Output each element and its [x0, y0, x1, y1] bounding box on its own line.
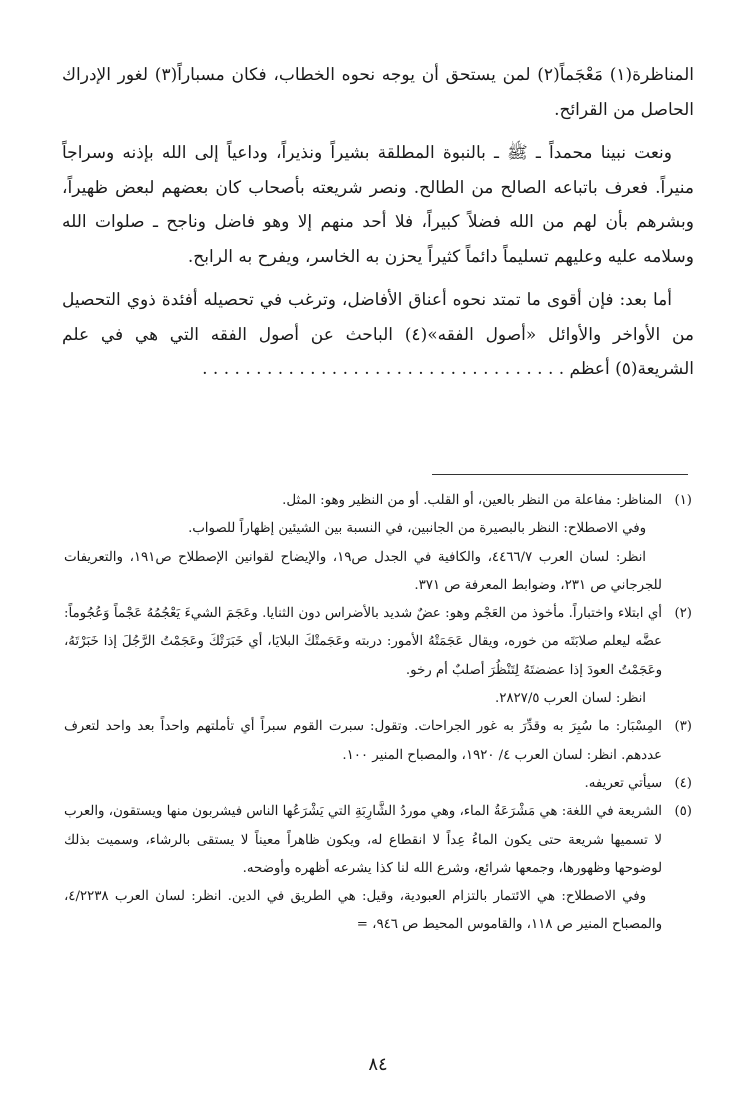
footnote-line: أي ابتلاء واختباراً. مأخوذ من العَجْم وهو: عضٌ شديد بالأضراس دون الثنايا. وعَجَمَ الشيءَ يَعْجُمُهُ عَجْماً وَعُجُوماً: عضَّه ليعلم صلابَتَه من خوره، ويقال عَجَمَتْهُ الأمور: دربته وعَجَمتْكَ البلايَا، أي خَبَرَتْكَ وعَجَمْتُ الرَّجُلَ إذا خَبَرْتَهُ، وعَجَمْتُ العودَ إذا عضضتَهُ لِتَنْظُرَ أصلبٌ أم رخو.: [64, 606, 662, 678]
footnote-4: [64, 770, 692, 798]
footnote-line: انظر: لسان العرب ٢٨٢٧/٥.: [495, 691, 646, 707]
main-text: [62, 58, 694, 387]
footnote-3: [64, 713, 692, 770]
footnote-line: الشريعة في اللغة: هي مَشْرَعَةُ الماء، وهي موردُ الشَّارِبَةِ التي يَشْرَعُها الناس فيشربون منها ويستقون، والعرب لا تسميها شريعة حتى يكون الماءُ عِداً لا انقطاع له، ويكون ظاهراً معيناً لا يستقى بالرشاء، وسميت بذلك لوضوحها وظهورها، وجمعها شرائع، وشرع الله لنا كذا يشرعه أظهره وأوضحه.: [64, 804, 662, 876]
footnote-2: [64, 600, 692, 713]
footnote-line: انظر: لسان العرب ٤٤٦٦/٧، والكافية في الجدل ص١٩، والإيضاح لقوانين الإصطلاح ص١٩١، والتعريفات للجرجاني ص ٢٣١، وضوابط المعرفة ص ٣٧١.: [64, 549, 662, 593]
footnote-number: (٤): [674, 775, 692, 791]
footnote-1: [64, 487, 692, 600]
footnote-line: سيأتي تعريفه.: [584, 775, 662, 791]
footnote-5: [64, 798, 692, 939]
footnotes: [64, 487, 692, 940]
footnote-number: (٥): [674, 804, 692, 820]
footnote-separator: [432, 474, 688, 475]
footnote-line: وفي الاصطلاح: هي الائتمار بالتزام العبودية، وقيل: هي الطريق في الدين. انظر: لسان العرب ٤/٢٢٣٨، والمصباح المنير ص ١١٨، والقاموس المحيط ص ٩٤٦، =: [64, 889, 662, 933]
footnote-line: المناظر: مفاعلة من النظر بالعين، أو القلب. أو من النظير وهو: المثل.: [282, 493, 662, 508]
footnote-number: (٢): [674, 606, 692, 622]
paragraph-2: ونعت نبينا محمداً ـ ﷺ ـ بالنبوة المطلقة بشيراً ونذيراً، وداعياً إلى الله بإذنه وسراجاً منيراً. فعرف باتباعه الصالح من الطالح. ونصر شريعته بأصحاب كان بعضهم لبعض ظهيراً، وبشرهم بأن لهم من الله فضلاً كبيراً، فلا أحد منهم إلا وهو فاضل وناجح ـ صلوات الله وسلامه عليه وعليهم تسليماً دائماً كثيراً يحزن به الخاسر، ويفرح به الرابح.: [62, 143, 694, 267]
footnote-number: (١): [674, 493, 692, 508]
footnote-number: (٣): [674, 719, 692, 735]
footnote-line: وفي الاصطلاح: النظر بالبصيرة من الجانبين، في النسبة بين الشيئين إظهاراً للصواب.: [188, 521, 646, 537]
footnote-line: المِسْبَار: ما سُبِرَ به وقدِّرَ به غور الجراحات. وتقول: سبرت القوم سبراً أي تأملتهم واحداً بعد واحد لتعرف عددهم. انظر: لسان العرب ٤/ ١٩٢٠، والمصباح المنير ١٠٠.: [64, 719, 662, 763]
paragraph-3: أما بعد: فإن أقوى ما تمتد نحوه أعناق الأفاضل، وترغب في تحصيله أفئدة ذوي التحصيل من الأواخر والأوائل «أصول الفقه»(٤) الباحث عن أصول الفقه التي هي في علم الشريعة(٥) أعظم . . . . . . . . . . . . . . . . . . . . . . . . . . . . . . . . . .: [62, 290, 694, 379]
page-number: ٨٤: [368, 1054, 388, 1075]
paragraph-1: المناظرة(١) مَعْجَماً(٢) لمن يستحق أن يوجه نحوه الخطاب، فكان مسباراً(٣) لغور الإدراك الحاصل من القرائح.: [62, 65, 695, 120]
